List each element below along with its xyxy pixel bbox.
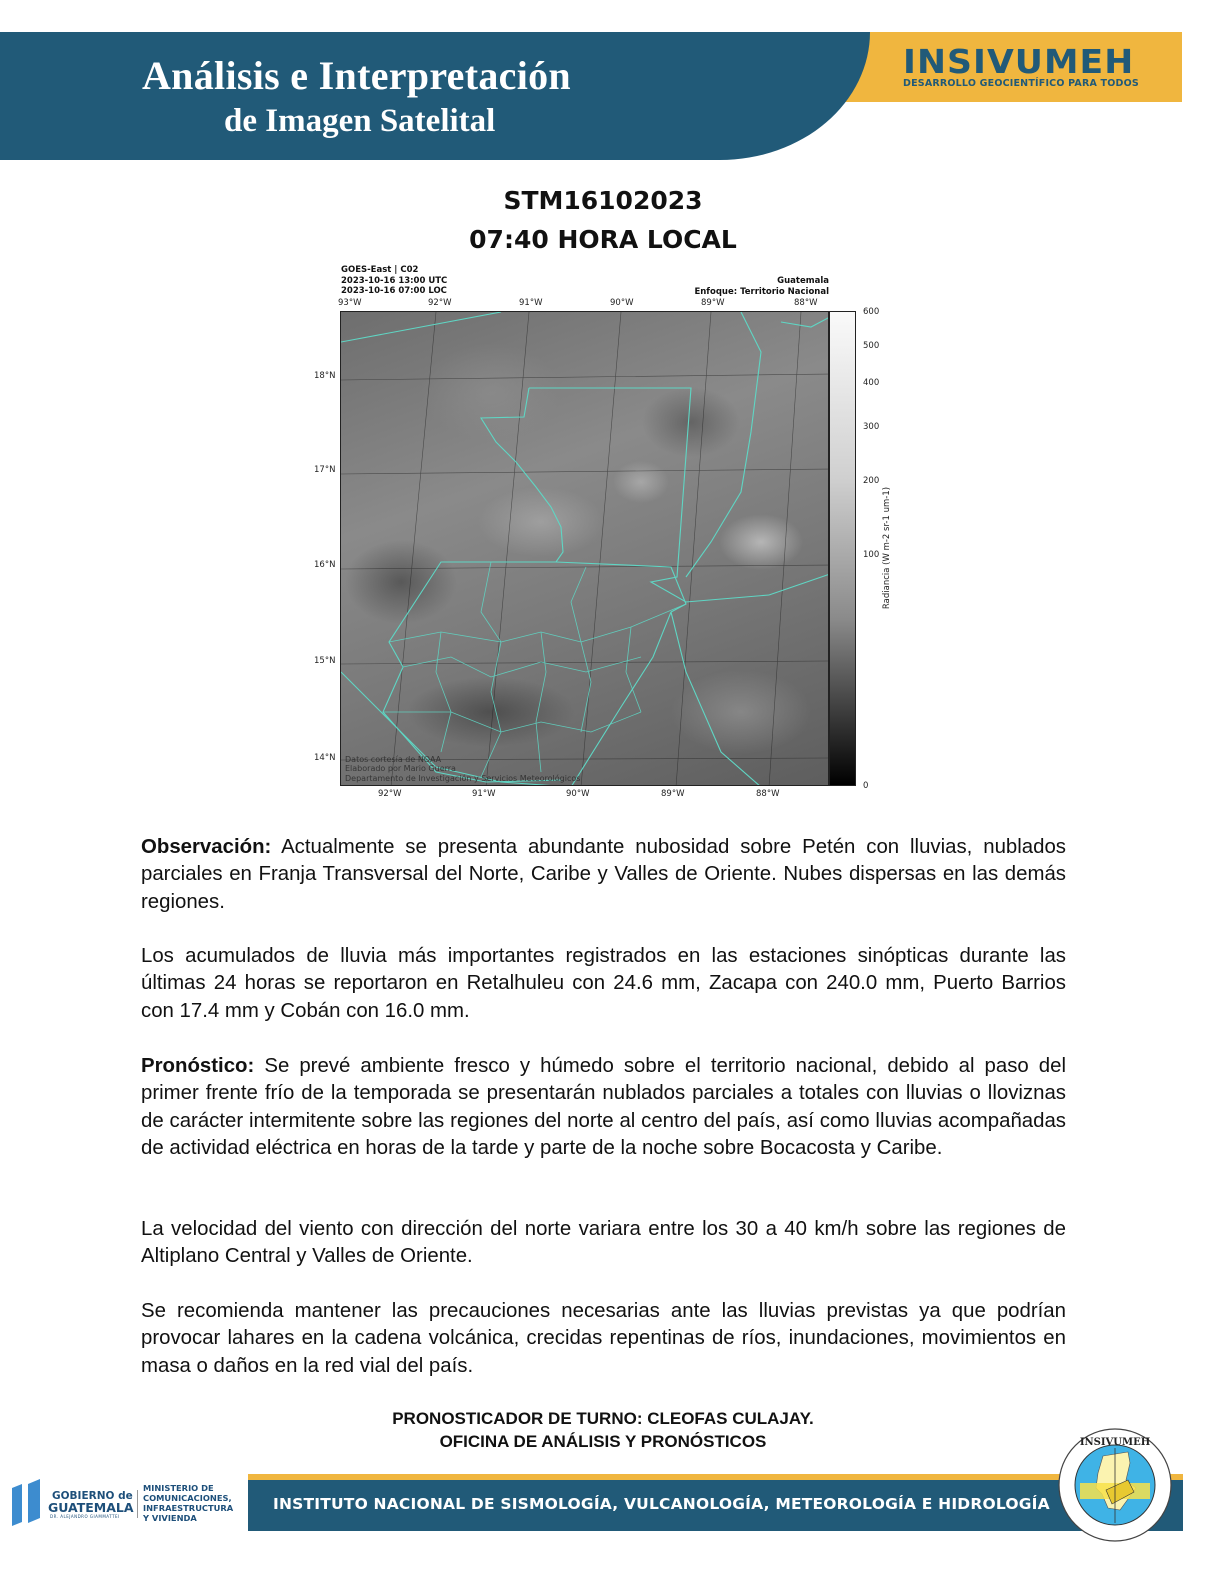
figure-focus: Enfoque: Territorio Nacional [694, 286, 829, 297]
credit-line: Elaborado por Mario Guerra [345, 764, 456, 773]
header-title: Análisis e Interpretación [142, 53, 571, 98]
ministry-line: MINISTERIO DE [143, 1483, 214, 1493]
department-line [389, 604, 686, 642]
lon-tick-top: 89°W [701, 298, 725, 308]
department-line [536, 632, 546, 772]
lon-tick-bottom: 90°W [566, 789, 590, 799]
brand-logo-text: INSIVUMEH [903, 42, 1135, 81]
belize-coast [686, 312, 761, 577]
image-credits [345, 755, 580, 784]
graticule-line [769, 312, 801, 786]
brand-tagline: DESARROLLO GEOCIENTÍFICO PARA TODOS [903, 78, 1139, 89]
insivumeh-seal-icon [1058, 1428, 1172, 1542]
lon-tick-top: 93°W [338, 298, 362, 308]
lat-tick: 17°N [314, 465, 336, 475]
ministry-line: COMUNICACIONES, [143, 1493, 232, 1503]
observation-paragraph [141, 834, 1066, 916]
lon-tick-bottom: 92°W [378, 789, 402, 799]
lon-tick-bottom: 88°W [756, 789, 780, 799]
figure-meta-left [341, 265, 447, 297]
mexico-coast [341, 312, 501, 342]
gov-logo-sub: DR. ALEJANDRO GIAMMATTEI [50, 1514, 120, 1519]
colorbar-tick: 400 [863, 378, 880, 388]
colorbar-label: Radiancia (W m-2 sr-1 um-1) [882, 486, 892, 610]
forecast-text: Se prevé ambiente fresco y húmedo sobre el territorio nacional, debido al paso del primer frente frío de la temporada se presentarán nublados parciales a totales con lluvias o lloviznas de carácter intermitente sobre las regiones del norte al centro del país, así como lluvias acompañadas de actividad eléctrica en horas de la tarde y parte de la noche sobre Bocacosta y Caribe. [141, 1055, 1066, 1159]
header-subtitle: de Imagen Satelital [224, 103, 496, 139]
gov-logo-line1: GOBIERNO de [52, 1490, 133, 1502]
border-mexico-usumacinta [481, 388, 563, 562]
colorbar-tick: 500 [863, 341, 880, 351]
colorbar-tick: 0 [863, 781, 869, 791]
map-overlay [341, 312, 829, 786]
colorbar-tick: 100 [863, 550, 880, 560]
lon-tick-bottom: 89°W [661, 789, 685, 799]
lon-tick-top: 92°W [428, 298, 452, 308]
lat-tick: 15°N [314, 656, 336, 666]
colorbar-tick: 200 [863, 476, 880, 486]
border-honduras [671, 612, 761, 786]
colorbar-tick: 600 [863, 307, 880, 317]
forecast-label: Pronóstico: [141, 1055, 255, 1077]
figure-time-utc: 2023-10-16 13:00 UTC [341, 275, 448, 286]
department-borders [383, 562, 686, 777]
graticule-line [341, 374, 829, 380]
figure-satellite-channel: GOES-East | C02 [341, 265, 419, 275]
lon-tick-top: 90°W [610, 298, 634, 308]
country-borders [341, 312, 829, 786]
figure-meta-right [640, 276, 829, 297]
border-honduras-salvador [556, 562, 686, 786]
department-line [626, 627, 641, 712]
department-line [571, 567, 586, 642]
graticule-line [581, 312, 621, 786]
colorbar [829, 311, 856, 786]
lon-tick-top: 88°W [794, 298, 818, 308]
guatemala-flag-logo-icon [12, 1478, 44, 1528]
graticule-line [486, 312, 529, 786]
lon-tick-top: 91°W [519, 298, 543, 308]
figure-region: Guatemala [777, 276, 829, 286]
figure-time-local: 2023-10-16 07:00 LOC [341, 286, 447, 296]
forecaster-signature: PRONOSTICADOR DE TURNO: CLEOFAS CULAJAY. [392, 1409, 814, 1428]
lat-tick: 18°N [314, 371, 336, 381]
report-time: 07:40 HORA LOCAL [469, 225, 737, 254]
lat-tick: 16°N [314, 560, 336, 570]
lon-tick-bottom: 91°W [472, 789, 496, 799]
credit-line: Departamento de Investigación y Servicios Meteorológicos [345, 773, 581, 783]
rainfall-paragraph: Los acumulados de lluvia más importantes registrados en las estaciones sinópticas durante las últimas 24 horas se reportaron en Retalhuleu con 24.6 mm, Zacapa con 240.0 mm, Puerto Barrios con 17.4 mm y Cobán con 16.0 mm. [141, 945, 1066, 1022]
department-line [436, 632, 451, 752]
colorbar-tick: 300 [863, 422, 880, 432]
observation-text: Actualmente se presenta abundante nubosidad sobre Petén con lluvias, nublados parciales en Franja Transversal del Norte, Caribe y Valles de Oriente. Nubes dispersas en las demás regiones. [141, 836, 1066, 913]
graticule-line [391, 312, 436, 786]
recommendation-paragraph: Se recomienda mantener las precauciones necesarias ante las lluvias previstas ya que podrían provocar lahares en la cadena volcánica, crecidas repentinas de ríos, inundaciones, movimientos en masa o daños en la red vial del país. [141, 1300, 1066, 1377]
ministry-logo-text [143, 1483, 233, 1523]
logo-divider [137, 1490, 138, 1518]
lat-tick: 14°N [314, 753, 336, 763]
border-caribbean [769, 574, 829, 595]
seal-title: INSIVUMEH [1079, 1437, 1151, 1448]
forecast-paragraph [141, 1053, 1066, 1162]
gov-logo-line2: GUATEMALA [48, 1500, 134, 1515]
graticule [341, 312, 829, 786]
office-signature: OFICINA DE ANÁLISIS Y PRONÓSTICOS [439, 1432, 767, 1451]
border-peten-belize [529, 388, 769, 602]
department-line [383, 712, 641, 732]
border-west-coast [383, 562, 561, 782]
ministry-line: Y VIVIENDA [143, 1513, 197, 1523]
graticule-line [341, 661, 829, 664]
institute-name: INSTITUTO NACIONAL DE SISMOLOGÍA, VULCANOLOGÍA, METEOROLOGÍA E HIDROLOGÍA [273, 1495, 1050, 1513]
wind-paragraph: La velocidad del viento con dirección del norte variara entre los 30 a 40 km/h sobre las regiones de Altiplano Central y Valles de Oriente. [141, 1218, 1066, 1268]
department-line [403, 657, 641, 677]
observation-label: Observación: [141, 836, 272, 858]
yucatan-coast [781, 317, 829, 327]
credit-line: Datos cortesía de NOAA [345, 754, 442, 764]
report-id: STM16102023 [503, 186, 703, 215]
satellite-image [340, 311, 829, 786]
graticule-line [341, 469, 829, 474]
department-line [481, 562, 501, 642]
ministry-line: INFRAESTRUCTURA [143, 1503, 234, 1513]
